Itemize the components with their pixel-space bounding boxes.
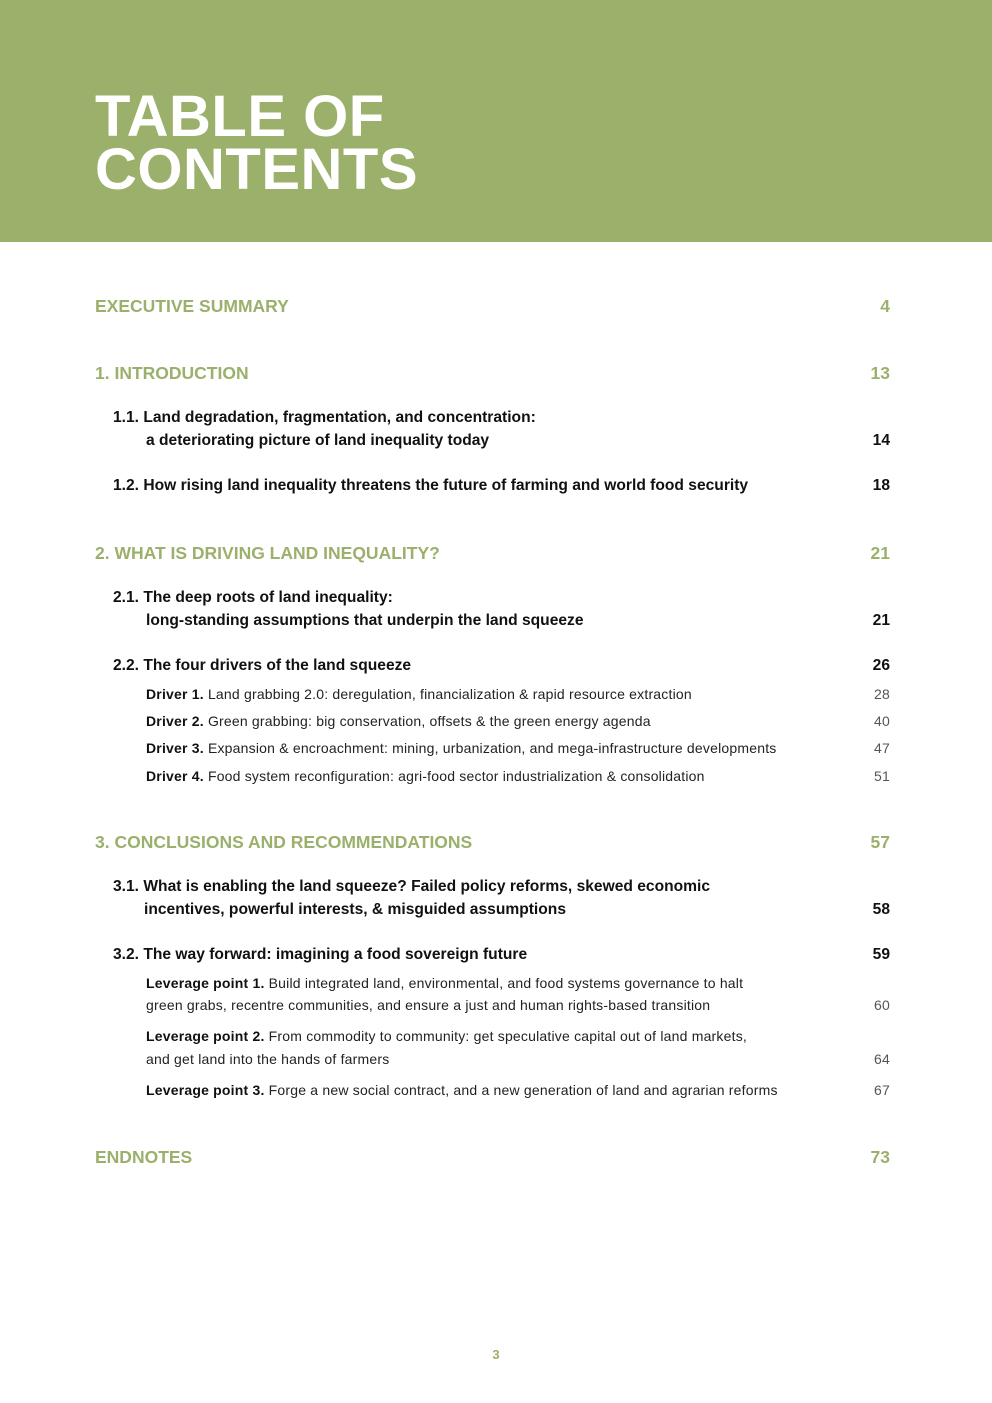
header-band bbox=[0, 0, 992, 242]
entry-label-line1: 1.1. Land degradation, fragmentation, and concentration: bbox=[113, 409, 536, 426]
entry-label-line2: a deteriorating picture of land inequality today bbox=[146, 432, 490, 449]
entry-label: 3.2. The way forward: imagining a food sovereign future bbox=[113, 946, 528, 963]
leverage-prefix: Leverage point 3. bbox=[146, 1082, 265, 1098]
entry-page: 4 bbox=[880, 296, 890, 316]
leverage-text-line2: green grabs, recentre communities, and ensure a just and human rights-based transition bbox=[146, 997, 711, 1013]
page-number: 3 bbox=[492, 1347, 500, 1362]
title-line-2: CONTENTS bbox=[95, 137, 418, 202]
leverage-prefix: Leverage point 2. bbox=[146, 1028, 265, 1044]
leverage-text-line1: Build integrated land, environmental, and food systems governance to halt bbox=[268, 975, 744, 991]
entry-label-line2: incentives, powerful interests, & misguided assumptions bbox=[144, 901, 566, 918]
entry-page: 60 bbox=[874, 997, 890, 1013]
leverage-text-line1: Forge a new social contract, and a new generation of land and agrarian reforms bbox=[268, 1082, 778, 1098]
entry-label: ENDNOTES bbox=[95, 1147, 193, 1167]
entry-page: 13 bbox=[870, 363, 890, 383]
entry-page: 73 bbox=[870, 1147, 890, 1167]
leverage-text-line1: From commodity to community: get speculative capital out of land markets, bbox=[268, 1028, 747, 1044]
entry-page: 18 bbox=[872, 477, 890, 494]
entry-label: 2. WHAT IS DRIVING LAND INEQUALITY? bbox=[95, 543, 440, 563]
driver-text: Green grabbing: big conservation, offsets & the green energy agenda bbox=[207, 713, 651, 729]
driver-prefix: Driver 1. bbox=[146, 686, 204, 702]
entry-label: EXECUTIVE SUMMARY bbox=[95, 296, 289, 316]
entry-page: 58 bbox=[872, 901, 890, 918]
leverage-prefix: Leverage point 1. bbox=[146, 975, 265, 991]
driver-prefix: Driver 2. bbox=[146, 713, 204, 729]
driver-prefix: Driver 4. bbox=[146, 768, 204, 784]
entry-page: 67 bbox=[874, 1082, 890, 1098]
driver-text: Food system reconfiguration: agri-food sector industrialization & consolidation bbox=[207, 768, 705, 784]
entry-label: 3. CONCLUSIONS AND RECOMMENDATIONS bbox=[95, 832, 473, 852]
entry-page: 26 bbox=[872, 657, 890, 674]
leverage-text-line2: and get land into the hands of farmers bbox=[146, 1051, 390, 1067]
entry-page: 57 bbox=[870, 832, 890, 852]
entry-label-line1: 2.1. The deep roots of land inequality: bbox=[113, 589, 393, 606]
driver-text: Land grabbing 2.0: deregulation, financialization & rapid resource extraction bbox=[207, 686, 692, 702]
entry-page: 59 bbox=[872, 946, 890, 963]
driver-text: Expansion & encroachment: mining, urbanization, and mega-infrastructure developments bbox=[207, 740, 777, 756]
entry-page: 28 bbox=[874, 686, 890, 702]
entry-page: 40 bbox=[874, 713, 890, 729]
entry-label: 1. INTRODUCTION bbox=[95, 363, 249, 383]
driver-prefix: Driver 3. bbox=[146, 740, 204, 756]
entry-label-line2: long-standing assumptions that underpin the land squeeze bbox=[146, 612, 584, 629]
page-title bbox=[95, 84, 418, 202]
entry-label: 1.2. How rising land inequality threatens the future of farming and world food security bbox=[113, 477, 749, 494]
entry-page: 21 bbox=[872, 612, 890, 629]
entry-page: 47 bbox=[874, 740, 890, 756]
entry-page: 64 bbox=[874, 1051, 890, 1067]
entry-label: 2.2. The four drivers of the land squeeze bbox=[113, 657, 412, 674]
entry-page: 51 bbox=[874, 768, 890, 784]
entry-label-line1: 3.1. What is enabling the land squeeze? Failed policy reforms, skewed economic bbox=[113, 878, 711, 895]
title-line-1: TABLE OF bbox=[95, 84, 385, 149]
entry-page: 14 bbox=[872, 432, 890, 449]
entry-page: 21 bbox=[870, 543, 890, 563]
